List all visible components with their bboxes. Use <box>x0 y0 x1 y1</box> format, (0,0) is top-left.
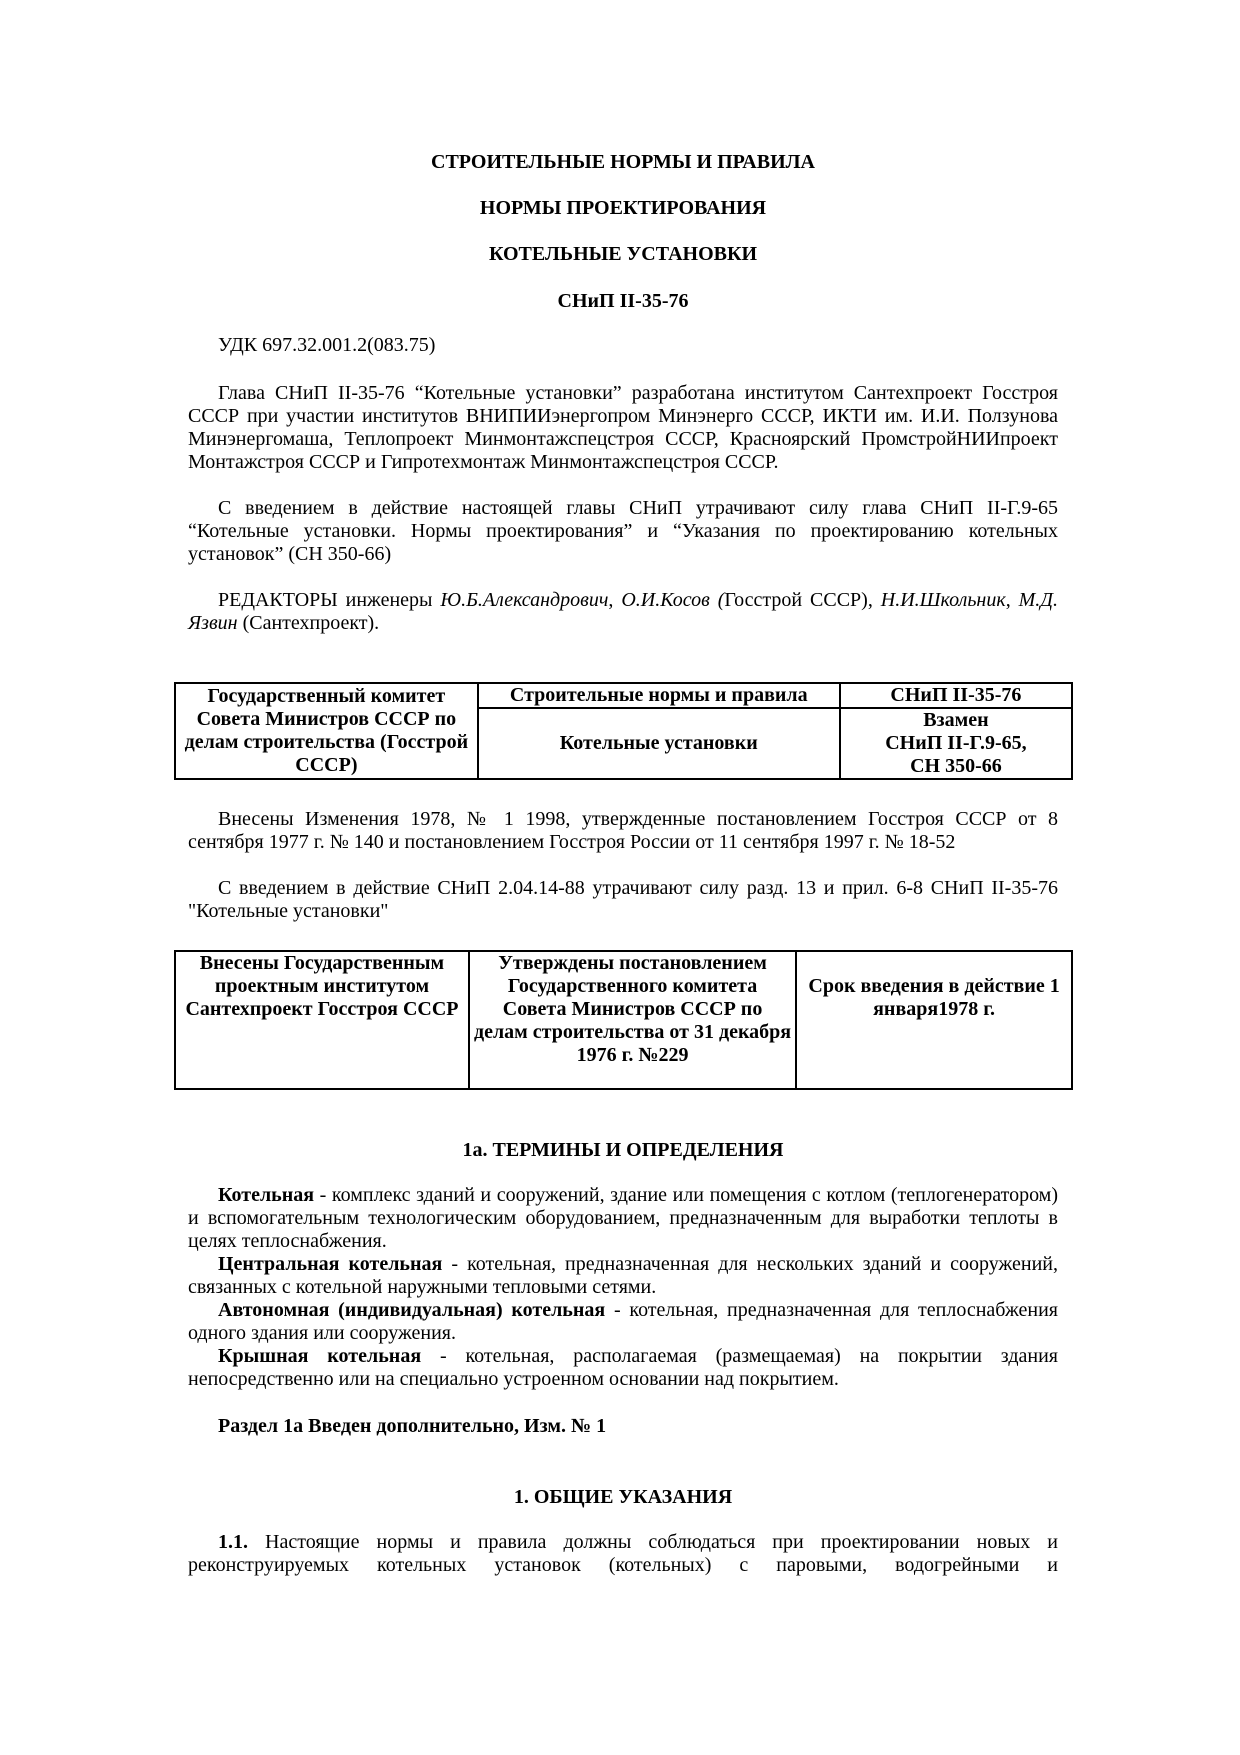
editor-name: О.И.Косов ( <box>621 589 725 611</box>
approved-by-cell: Утверждены постановлением Государственного комитета Совета Министров СССР по делам строительства от 31 декабря 1976 г. №229 <box>469 951 796 1089</box>
changes-paragraph: Внесены Изменения 1978, № 1 1998, утвержденные постановлением Госстроя СССР от 8 сентября 1977 г. № 140 и постановлением Госстроя России от 11 сентября 1997 г. № 18-52 <box>188 808 1058 853</box>
term: Центральная котельная <box>218 1253 443 1275</box>
replaces-code: СНиП II-Г.9-65, <box>885 732 1027 754</box>
section-1a-note: Раздел 1а Введен дополнительно, Изм. № 1 <box>218 1415 607 1437</box>
replaces-label: Взамен <box>923 709 989 731</box>
document-header-table <box>174 682 1073 780</box>
introduced-by-cell: Внесены Государственным проектным институтом Сантехпроект Госстроя СССР <box>175 951 469 1089</box>
code-cell: СНиП II-35-76 <box>840 683 1072 708</box>
terms-list <box>188 1184 1058 1391</box>
issuing-organization-cell: Государственный комитет Совета Министров СССР по делам строительства (Госстрой СССР) <box>175 683 478 779</box>
replaces-cell <box>840 708 1072 779</box>
title-cell: Котельные установки <box>478 708 840 779</box>
doc-heading-title: КОТЕЛЬНЫЕ УСТАНОВКИ <box>488 243 758 265</box>
editors-paragraph <box>188 589 1058 635</box>
definition: - котельная, предназначенная для теплоснабжения одного здания или сооружения. <box>188 1299 1058 1344</box>
definition: - комплекс зданий и сооружений, здание или помещения с котлом (теплогенератором) и вспомогательным технологическим оборудованием, предназначенным для выработки теплоты в целях теплоснабжения. <box>188 1184 1058 1252</box>
doc-heading-norms: СТРОИТЕЛЬНЫЕ НОРМЫ И ПРАВИЛА <box>431 151 815 173</box>
editors-label: РЕДАКТОРЫ инженеры <box>218 589 441 611</box>
intro-paragraph-supersedes: С введением в действие настоящей главы СНиП утрачивают силу глава СНиП II-Г.9-65 “Котельные установки. Нормы проектирования” и “Указания по проектированию котельных установок” (СН 350-66) <box>188 497 1058 565</box>
editor-org: (Сантехпроект). <box>237 612 380 634</box>
term-definition <box>188 1345 1058 1391</box>
editor-name: Ю.Б.Александрович <box>440 589 609 611</box>
paragraph-1-1 <box>188 1531 1058 1577</box>
editor-name: Н.И.Школьник <box>880 589 1006 611</box>
editor-name: М.Д. Язвин <box>188 589 1059 634</box>
norms-label-cell: Строительные нормы и правила <box>478 683 840 708</box>
definition: - котельная, предназначенная для нескольких зданий и сооружений, связанных с котельной наружными тепловыми сетями. <box>188 1253 1058 1298</box>
term: Крышная котельная <box>218 1345 422 1367</box>
editor-separator: , <box>1005 589 1019 611</box>
term-definition <box>188 1253 1058 1299</box>
term-definition <box>188 1184 1058 1253</box>
doc-heading-code: СНиП II-35-76 <box>557 290 689 312</box>
definition: - котельная, располагаемая (размещаемая) на покрытии здания непосредственно или на специально устроенном основании над покрытием. <box>188 1345 1059 1390</box>
term-definition <box>188 1299 1058 1345</box>
approval-table <box>174 950 1073 1090</box>
term: Автономная (индивидуальная) котельная <box>218 1299 606 1321</box>
udk-code: УДК 697.32.001.2(083.75) <box>218 334 436 356</box>
doc-heading-design: НОРМЫ ПРОЕКТИРОВАНИЯ <box>479 197 767 219</box>
paragraph-number: 1.1. <box>218 1531 248 1553</box>
editor-org: Госстрой СССР), <box>724 589 881 611</box>
effective-date-cell: Срок введения в действие 1 января1978 г. <box>796 951 1072 1089</box>
paragraph-text: Настоящие нормы и правила должны соблюдаться при проектировании новых и реконструируемых котельных установок (котельных) с паровыми, водогрейными и <box>188 1531 1058 1576</box>
term: Котельная <box>218 1184 315 1206</box>
section-1a-title: 1а. ТЕРМИНЫ И ОПРЕДЕЛЕНИЯ <box>462 1139 784 1161</box>
replaces-code: СН 350-66 <box>910 755 1002 777</box>
intro-paragraph-authors: Глава СНиП II-35-76 “Котельные установки” разработана институтом Сантехпроект Госстроя СССР при участии институтов ВНИПИИэнергопром Минэнерго СССР, ИКТИ им. И.И. Ползунова Минэнергомаша, Теплопроект Минмонтажспецстроя СССР, Красноярский ПромстройНИИпроект Монтажстроя СССР и Гипротехмонтаж Минмонтажспецстроя СССР. <box>188 382 1058 473</box>
editor-separator: , <box>608 589 622 611</box>
section-1-title: 1. ОБЩИЕ УКАЗАНИЯ <box>513 1486 733 1508</box>
cancellation-paragraph: С введением в действие СНиП 2.04.14-88 утрачивают силу разд. 13 и прил. 6-8 СНиП II-35-76 "Котельные установки" <box>188 877 1058 922</box>
